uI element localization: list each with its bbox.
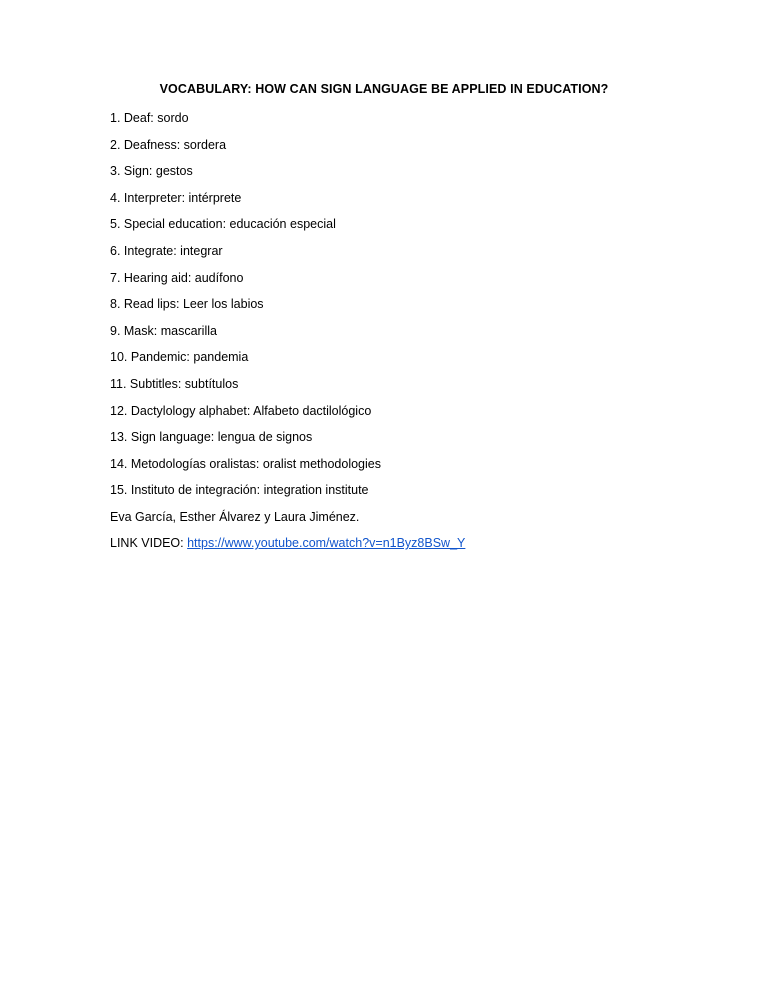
video-link-line bbox=[110, 534, 465, 552]
link-label: LINK VIDEO: bbox=[110, 536, 188, 550]
video-link[interactable]: https://www.youtube.com/watch?v=n1Byz8BSw_Y bbox=[187, 536, 466, 550]
vocab-item: 13. Sign language: lengua de signos bbox=[110, 430, 313, 445]
vocab-item: 7. Hearing aid: audífono bbox=[110, 270, 244, 285]
vocab-item: 11. Subtitles: subtítulos bbox=[110, 376, 239, 391]
vocab-item: 9. Mask: mascarilla bbox=[110, 323, 217, 338]
vocab-item: 12. Dactylology alphabet: Alfabeto dactilológico bbox=[110, 403, 372, 418]
authors-line: Eva García, Esther Álvarez y Laura Jiménez. bbox=[110, 510, 360, 524]
vocab-item: 4. Interpreter: intérprete bbox=[110, 190, 242, 205]
vocab-item: 3. Sign: gestos bbox=[110, 164, 193, 179]
vocabulary-list bbox=[110, 109, 381, 508]
vocab-item: 14. Metodologías oralistas: oralist methodologies bbox=[110, 456, 381, 471]
vocab-item: 15. Instituto de integración: integration institute bbox=[110, 483, 369, 498]
vocab-item: 5. Special education: educación especial bbox=[110, 217, 336, 232]
document-title: VOCABULARY: HOW CAN SIGN LANGUAGE BE APPLIED IN EDUCATION? bbox=[159, 82, 609, 96]
vocab-item: 2. Deafness: sordera bbox=[110, 137, 227, 152]
vocab-item: 1. Deaf: sordo bbox=[110, 111, 189, 125]
vocab-item: 10. Pandemic: pandemia bbox=[110, 350, 249, 365]
vocab-item: 6. Integrate: integrar bbox=[110, 243, 223, 258]
vocab-item: 8. Read lips: Leer los labios bbox=[110, 297, 264, 312]
